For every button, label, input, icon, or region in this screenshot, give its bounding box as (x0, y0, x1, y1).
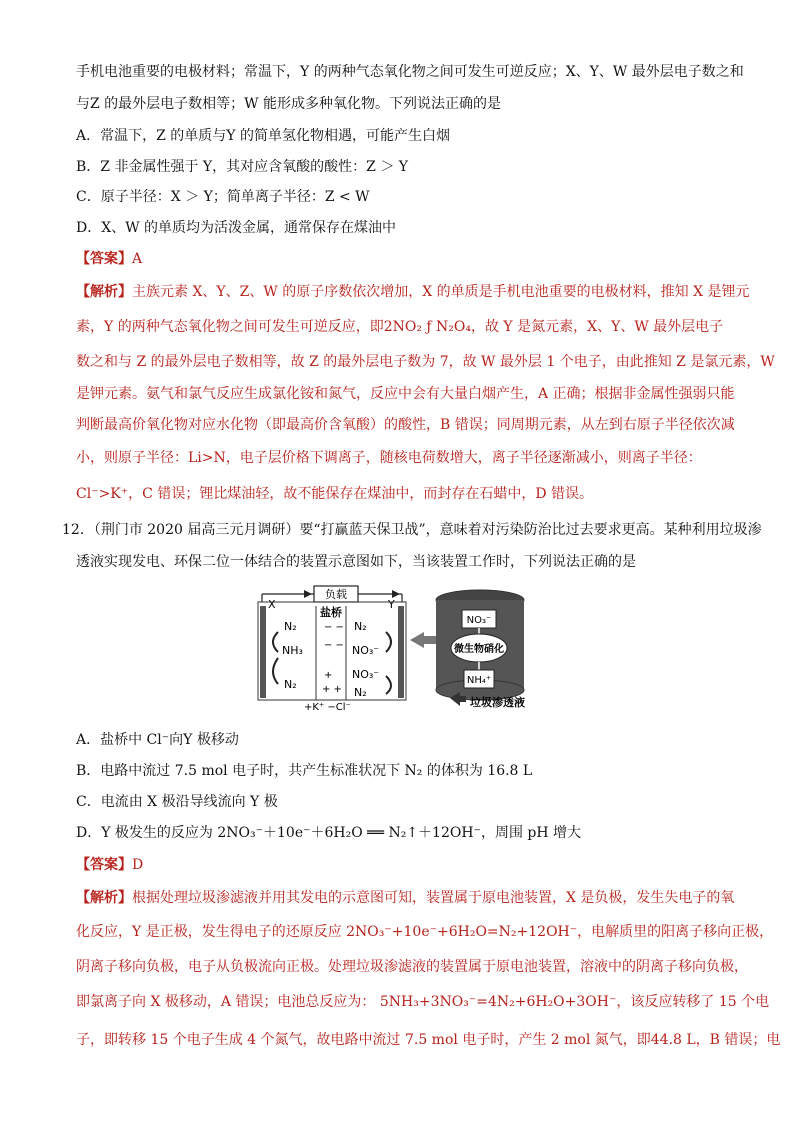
load-label: 负载 (325, 588, 347, 601)
q12-analysis-line-1 (76, 888, 734, 908)
q11-option-b: B．Z 非金属性强于 Y，其对应含氧酸的酸性：Z ＞ Y (76, 159, 409, 175)
svg-text:+: + (324, 670, 333, 681)
right-species-3: NO₃⁻ (352, 668, 380, 681)
svg-text:− −: − − (324, 622, 344, 633)
q11-stem-line-1: 手机电池重要的电极材料；常温下，Y 的两种气态氧化物之间可发生可逆反应；X、Y、W 最外层电子数之和 (76, 64, 744, 80)
q11-analysis-line-2: 素，Y 的两种气态氧化物之间可发生可逆反应，即2NO₂ ƒ N₂O₄，故 Y 是氮元素，X、Y、W 最外层电子 (76, 319, 724, 335)
tank-ammonium-label: NH₄⁺ (466, 675, 492, 686)
analysis-text: 主族元素 X、Y、Z、W 的原子序数依次增加，X 的单质是手机电池重要的电极材料，推知 X 是锂元 (132, 284, 750, 300)
q12-analysis-line-4: 即氯离子向 X 极移动，A 错误；电池总反应为： 5NH₃+3NO₃⁻=4N₂+6H₂O+3OH⁻，该反应转移了 15 个电 (76, 994, 770, 1010)
q11-answer (76, 249, 142, 269)
q12-option-d: D．Y 极发生的反应为 2NO₃⁻＋10e⁻＋6H₂O ══ N₂↑＋12OH⁻，周围 pH 增大 (76, 825, 582, 841)
leachate-label: 垃圾渗透液 (470, 696, 525, 709)
analysis-tag: 【解析】 (76, 284, 132, 300)
q12-option-a: A．盐桥中 Cl⁻向Y 极移动 (76, 732, 239, 748)
tank-nitrate-label: NO₃⁻ (466, 615, 492, 626)
electrochemical-cell-diagram (254, 582, 554, 714)
left-species-3: N₂ (284, 678, 297, 691)
q11-analysis-line-3: 数之和与 Z 的最外层电子数相等，故 Z 的最外层电子数为 7，故 W 最外层 1 个电子，由此推知 Z 是氯元素，W (76, 354, 775, 370)
q11-analysis-line-6: 小，则原子半径：Li>N，电子层价格下调离子，随核电荷数增大，离子半径逐渐减小，则离子半径： (76, 450, 702, 466)
q12-stem-line-1: 12．（荆门市 2020 届高三元月调研）要“打赢蓝天保卫战”，意味着对污染防治比过去要求更高。某种利用垃圾渗 (62, 522, 762, 538)
q11-option-d: D．X、W 的单质均为活泼金属，通常保存在煤油中 (76, 220, 397, 236)
q12-option-c: C．电流由 X 极沿导线流向 Y 极 (76, 794, 278, 810)
q12-analysis-line-2: 化反应，Y 是正极，发生得电子的还原反应 2NO₃⁻+10e⁻+6H₂O=N₂+12OH⁻，电解质里的阳离子移向正极， (76, 924, 774, 940)
electrode-y (398, 606, 404, 698)
q11-analysis-line-5: 判断最高价氧化物对应水化物（即最高价含氧酸）的酸性，B 错误；同周期元素，从左到右原子半径依次减 (76, 417, 735, 433)
q12-stem-line-2: 透液实现发电、环保二位一体结合的装置示意图如下，当该装置工作时，下列说法正确的是 (76, 554, 636, 570)
q12-analysis-line-3: 阴离子移向负极，电子从负极流向正极。处理垃圾渗滤液的装置属于原电池装置，溶液中的阴离子移向负极， (76, 959, 748, 975)
answer-value: D (132, 857, 144, 873)
salt-bridge-label: 盐桥 (320, 606, 342, 619)
answer-value: A (132, 251, 143, 267)
q11-analysis-line-1 (76, 282, 750, 302)
q11-analysis-line-7: Cl⁻>K⁺，C 错误；锂比煤油轻，故不能保存在煤油中，而封存在石蜡中，D 错误。 (76, 486, 593, 502)
svg-text:+ +: + + (322, 684, 342, 695)
q11-stem-line-2: 与Z 的最外层电子数相等；W 能形成多种氧化物。下列说法正确的是 (76, 96, 502, 112)
left-species-1: N₂ (284, 620, 297, 633)
q12-answer (76, 855, 143, 875)
svg-text:− −: − − (324, 640, 344, 651)
electrode-x (260, 606, 266, 698)
q11-option-c: C．原子半径：X ＞ Y；简单离子半径：Z < W (76, 189, 370, 205)
q12-option-b: B．电路中流过 7.5 mol 电子时，共产生标准状况下 N₂ 的体积为 16.8 L (76, 763, 533, 779)
q12-analysis-line-5: 子，即转移 15 个电子生成 4 个氮气，故电路中流过 7.5 mol 电子时，产生 2 mol 氮气，即44.8 L，B 错误；电 (76, 1032, 781, 1048)
analysis-tag: 【解析】 (76, 890, 132, 906)
answer-tag: 【答案】 (76, 251, 132, 267)
left-species-2: NH₃ (282, 644, 303, 657)
right-species-1: N₂ (354, 620, 367, 633)
salt-bridge-ions: +K⁺ −Cl⁻ (304, 702, 351, 713)
electrode-y-label: Y (388, 598, 395, 611)
answer-tag: 【答案】 (76, 857, 132, 873)
right-species-4: N₂ (354, 686, 367, 699)
electrode-x-label: X (268, 598, 276, 611)
q11-option-a: A．常温下，Z 的单质与Y 的简单氢化物相遇，可能产生白烟 (76, 128, 450, 144)
tank-process-label: 微生物硝化 (454, 644, 504, 655)
analysis-text: 根据处理垃圾渗滤液并用其发电的示意图可知，装置属于原电池装置，X 是负极，发生失电子的氧 (132, 890, 735, 906)
right-species-2: NO₃⁻ (352, 644, 380, 657)
q11-analysis-line-4: 是钾元素。氨气和氯气反应生成氯化铵和氮气，反应中会有大量白烟产生，A 正确；根据非金属性强弱只能 (76, 386, 735, 402)
